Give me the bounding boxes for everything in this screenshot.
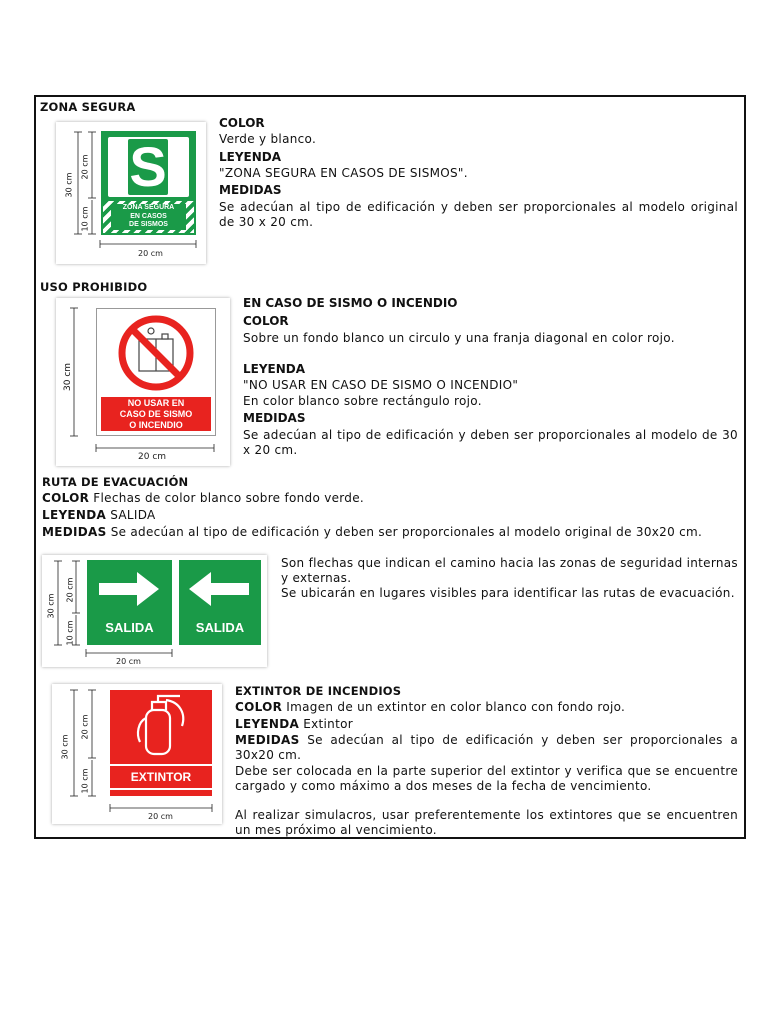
uso-leyenda-label: LEYENDA: [243, 362, 306, 376]
extintor-medidas-text: Se adecúan al tipo de edificación y deben ser proporcionales a 30x20 cm.: [235, 733, 738, 762]
salida-left-label: SALIDA: [195, 620, 245, 635]
zona-sign-line-2: EN CASOS: [130, 212, 167, 220]
arrow-left-icon: [179, 560, 261, 618]
uso-leyenda-text-2: En color blanco sobre rectángulo rojo.: [243, 394, 482, 408]
extintor-leyenda-label: LEYENDA: [235, 717, 300, 731]
ruta-desc-1: Son flechas que indican el camino hacia las zonas de seguridad internas y externas.: [281, 556, 738, 585]
uso-color-text: Sobre un fondo blanco un circulo y una franja diagonal en color rojo.: [243, 331, 675, 345]
ruta-title: RUTA DE EVACUACIÓN: [42, 475, 189, 489]
ruta-medidas-line: [42, 525, 738, 540]
uso-sign-line-3: O INCENDIO: [129, 420, 183, 430]
uso-sign-line-1: NO USAR EN: [127, 398, 185, 408]
zona-leyenda-text: "ZONA SEGURA EN CASOS DE SISMOS".: [219, 166, 468, 180]
extintor-figure: [52, 684, 222, 824]
zona-dim-upper: 20 cm: [80, 154, 90, 180]
uso-medidas-text: Se adecúan al tipo de edificación y deben ser proporcionales al modelo de 30 x 20 cm.: [243, 428, 738, 457]
zona-figure: [56, 122, 206, 264]
ruta-medidas-text: Se adecúan al tipo de edificación y deben ser proporcionales al modelo original de 30x20 cm.: [110, 525, 703, 539]
ruta-leyenda-text: SALIDA: [110, 508, 156, 522]
zona-dim-total: 30 cm: [64, 172, 74, 198]
prohibition-sign: [97, 309, 215, 397]
salida-sign-right: [87, 560, 172, 645]
extintor-color-line: [235, 700, 625, 715]
extintor-dim-total: 30 cm: [60, 734, 70, 760]
extintor-dim-width: 20 cm: [148, 812, 173, 821]
extintor-desc-1: Debe ser colocada en la parte superior del extintor y verifica que se encuentre cargado y como máximo a dos meses de la fecha de vencimiento.: [235, 764, 738, 793]
zona-medidas-text: Se adecúan al tipo de edificación y deben ser proporcionales al modelo original de 30 x 20 cm.: [219, 200, 738, 229]
extintor-dim-upper: 20 cm: [80, 714, 90, 740]
ruta-desc-2: Se ubicarán en lugares visibles para identificar las rutas de evacuación.: [281, 586, 735, 600]
uso-color-label: COLOR: [243, 314, 289, 328]
ruta-color-label: COLOR: [42, 491, 90, 505]
uso-medidas-label: MEDIDAS: [243, 411, 306, 425]
ruta-leyenda-label: LEYENDA: [42, 508, 107, 522]
zona-sign: [101, 131, 196, 235]
ruta-color-text: Flechas de color blanco sobre fondo verde.: [93, 491, 365, 505]
extintor-medidas-line: [235, 733, 738, 762]
uso-title: USO PROHIBIDO: [40, 280, 148, 294]
zona-color-label: COLOR: [219, 116, 265, 130]
extintor-leyenda-text: Extintor: [303, 717, 353, 731]
extintor-leyenda-line: [235, 717, 353, 732]
extintor-dim-lower: 10 cm: [80, 768, 90, 794]
extintor-color-label: COLOR: [235, 700, 283, 714]
ruta-figure: [42, 555, 267, 667]
uso-sign-label: [101, 397, 211, 431]
salida-right-label: SALIDA: [105, 620, 154, 635]
zona-sign-label: [111, 204, 186, 230]
uso-dim-height: 30 cm: [63, 362, 73, 391]
uso-dim-width: 20 cm: [138, 452, 167, 462]
zona-title: ZONA SEGURA: [40, 100, 136, 114]
extintor-sign: [110, 690, 212, 796]
ruta-dim-upper: 20 cm: [65, 577, 75, 603]
zona-sign-line-1: ZONA SEGURA: [122, 204, 175, 211]
uso-sign-line-2: CASO DE SISMO: [119, 409, 193, 419]
ruta-color-line: [42, 491, 364, 506]
ruta-medidas-label: MEDIDAS: [42, 525, 107, 539]
letter-s-sign: [108, 137, 189, 197]
extintor-color-text: Imagen de un extintor en color blanco con fondo rojo.: [286, 700, 626, 714]
zona-striped-band: [103, 201, 194, 233]
s-letter-icon: S: [129, 135, 167, 198]
zona-color-text: Verde y blanco.: [219, 132, 317, 146]
zona-dim-width: 20 cm: [138, 249, 163, 258]
ruta-dim-total: 30 cm: [46, 593, 56, 619]
extintor-title: EXTINTOR DE INCENDIOS: [235, 684, 402, 698]
extintor-desc-2: Al realizar simulacros, usar preferentemente los extintores que se encuentren un mes próximo al vencimiento.: [235, 808, 738, 837]
ruta-dim-width: 20 cm: [116, 657, 141, 666]
zona-leyenda-label: LEYENDA: [219, 150, 282, 164]
salida-sign-left: [179, 560, 261, 645]
extintor-medidas-label: MEDIDAS: [235, 733, 300, 747]
zona-medidas-label: MEDIDAS: [219, 183, 282, 197]
fire-extinguisher-icon: [110, 690, 212, 762]
zona-sign-line-3: DE SISMOS: [129, 221, 168, 228]
arrow-right-icon: [87, 560, 172, 618]
uso-leyenda-text: "NO USAR EN CASO DE SISMO O INCENDIO": [243, 378, 519, 392]
extintor-sign-label: EXTINTOR: [110, 764, 212, 790]
ruta-dim-lower: 10 cm: [65, 620, 75, 646]
ruta-leyenda-line: [42, 508, 156, 523]
uso-figure: [56, 298, 230, 466]
uso-sign: [96, 308, 216, 436]
uso-subtitle: EN CASO DE SISMO O INCENDIO: [243, 296, 458, 310]
zona-dim-lower: 10 cm: [80, 206, 90, 232]
